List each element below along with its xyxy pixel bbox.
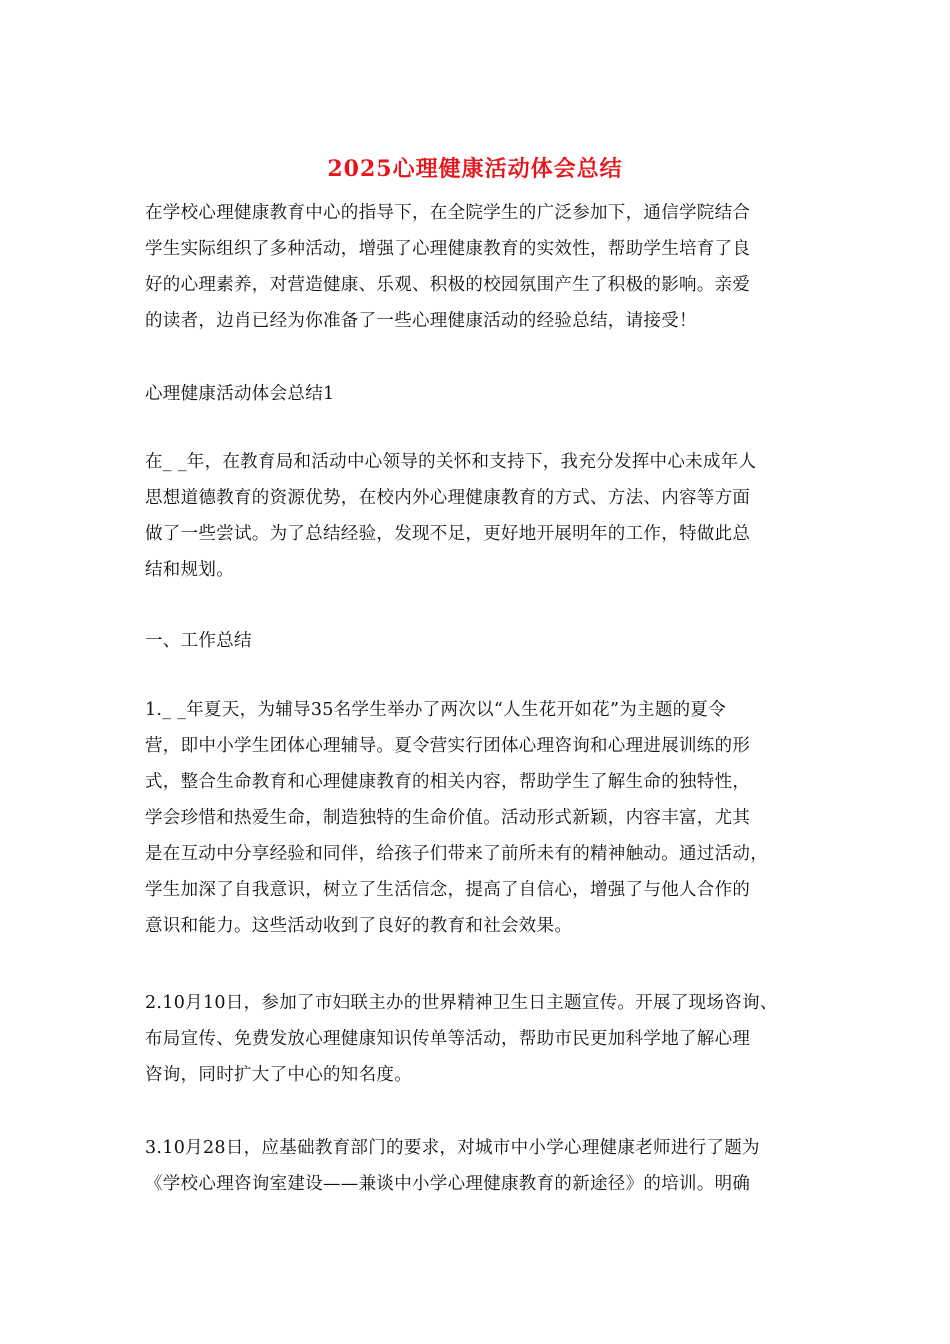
item-line: 2.10月10日，参加了市妇联主办的世界精神卫生日主题宣传。开展了现场咨询、 [145, 993, 778, 1013]
section-heading: 心理健康活动体会总结1 [145, 384, 335, 404]
paragraph-line: 结和规划。 [145, 560, 234, 580]
item-line: 营，即中小学生团体心理辅导。夏令营实行团体心理咨询和心理进展训练的形 [145, 736, 751, 756]
item-line: 咨询，同时扩大了中心的知名度。 [145, 1065, 412, 1085]
item-line: 学会珍惜和热爱生命，制造独特的生命价值。活动形式新颖，内容丰富，尤其 [145, 808, 751, 828]
paragraph-line: 思想道德教育的资源优势，在校内外心理健康教育的方式、方法、内容等方面 [145, 488, 751, 508]
paragraph-1 [145, 444, 825, 588]
subheading: 一、工作总结 [145, 631, 252, 651]
item-line: 1._ _年夏天，为辅导35名学生举办了两次以“人生花开如花”为主题的夏令 [145, 700, 727, 720]
item-line: 学生加深了自我意识，树立了生活信念，提高了自信心，增强了与他人合作的 [145, 880, 751, 900]
paragraph-line: 做了一些尝试。为了总结经验，发现不足，更好地开展明年的工作，特做此总 [145, 524, 751, 544]
intro-line: 好的心理素养，对营造健康、乐观、积极的校园氛围产生了积极的影响。亲爱 [145, 275, 751, 295]
intro-paragraph [145, 195, 825, 339]
item-line: 是在互动中分享经验和同伴，给孩子们带来了前所未有的精神触动。通过活动， [145, 844, 768, 864]
subheading-block [145, 623, 825, 659]
item-3 [145, 1130, 825, 1202]
paragraph-line: 在_ _年，在教育局和活动中心领导的关怀和支持下，我充分发挥中心未成年人 [145, 452, 757, 472]
intro-line: 的读者，边肖已经为你准备了一些心理健康活动的经验总结，请接受！ [145, 311, 697, 331]
section-heading-block [145, 376, 825, 412]
document-title: 2025心理健康活动体会总结 [327, 156, 623, 182]
item-line: 式，整合生命教育和心理健康教育的相关内容，帮助学生了解生命的独特性， [145, 772, 751, 792]
item-line: 布局宣传、免费发放心理健康知识传单等活动，帮助市民更加科学地了解心理 [145, 1029, 751, 1049]
item-2 [145, 985, 825, 1093]
item-line: 意识和能力。这些活动收到了良好的教育和社会效果。 [145, 916, 573, 936]
item-line: 3.10月28日，应基础教育部门的要求，对城市中小学心理健康老师进行了题为 [145, 1138, 760, 1158]
item-1 [145, 692, 825, 944]
intro-line: 学生实际组织了多种活动，增强了心理健康教育的实效性，帮助学生培育了良 [145, 239, 751, 259]
item-line: 《学校心理咨询室建设——兼谈中小学心理健康教育的新途径》的培训。明确 [145, 1174, 751, 1194]
intro-line: 在学校心理健康教育中心的指导下，在全院学生的广泛参加下，通信学院结合 [145, 203, 751, 223]
